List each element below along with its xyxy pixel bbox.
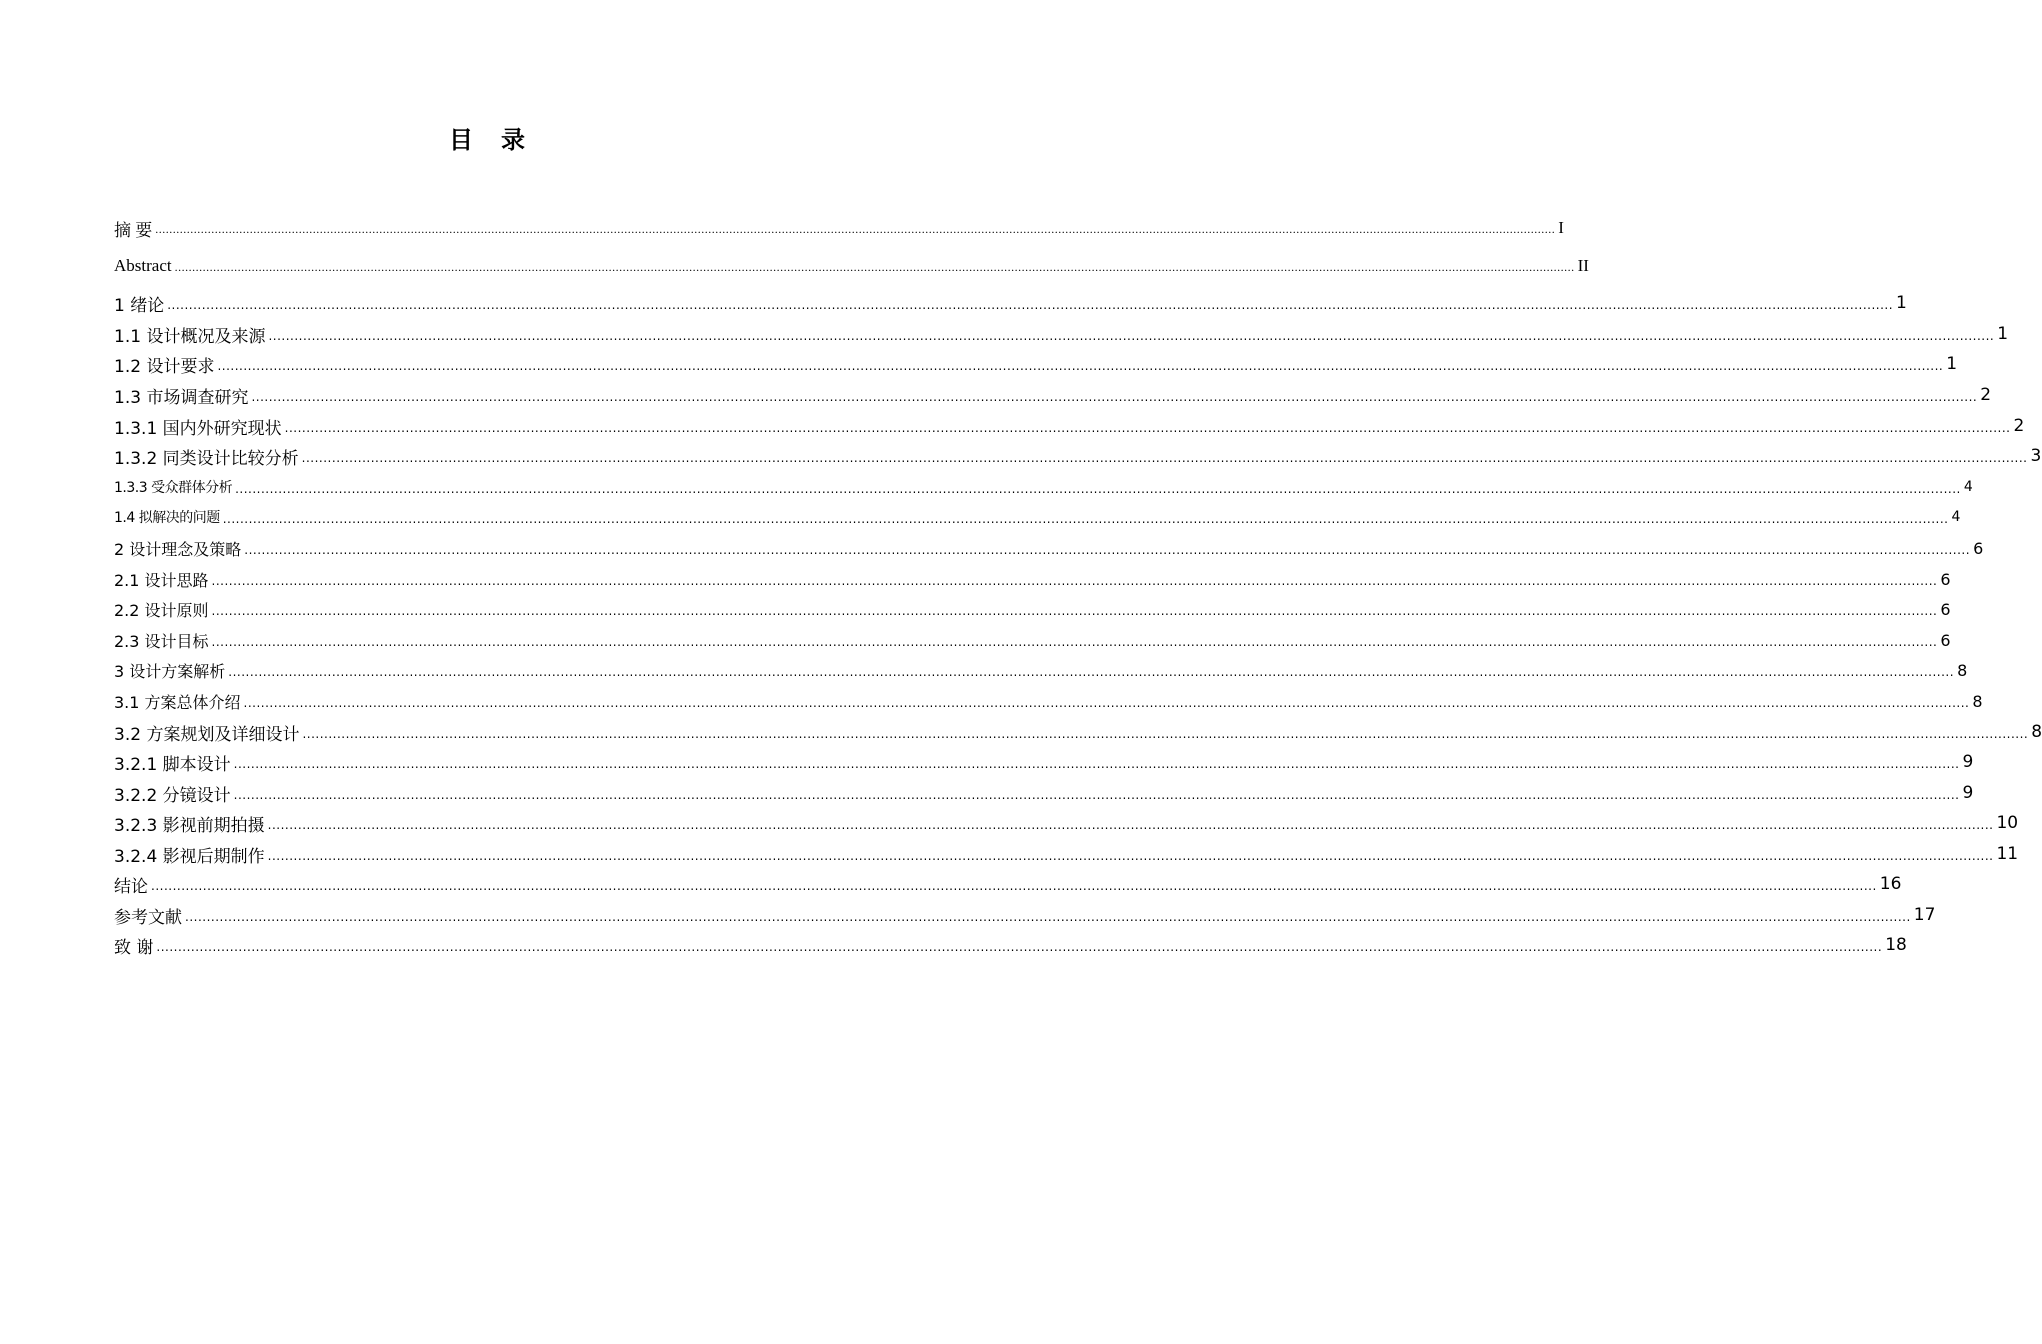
dot-leader: ................................................................................................................................................................................................................................................................................................................................................................................................................ [151,879,1877,893]
toc-entry-page: 8 [1972,691,1983,711]
toc-entry-page: 1 [1946,354,1958,374]
toc-entry-page: 17 [1913,905,1936,925]
dot-leader: ................................................................................................................................................................................................................................................................................................................................................................................................................ [155,222,1556,236]
toc-entry[interactable] [114,655,1968,685]
toc-entry-page: 4 [1963,479,1973,495]
toc-entry[interactable] [114,251,1589,281]
dot-leader: ................................................................................................................................................................................................................................................................................................................................................................................................................ [235,482,1961,496]
toc-entry[interactable] [114,594,1951,624]
dot-leader: ................................................................................................................................................................................................................................................................................................................................................................................................................ [185,910,1911,924]
toc-entry-label: 结论 [114,876,148,897]
toc-entry[interactable] [114,533,1984,563]
dot-leader: ................................................................................................................................................................................................................................................................................................................................................................................................................ [243,696,1970,710]
dot-leader: ................................................................................................................................................................................................................................................................................................................................................................................................................ [222,512,1949,526]
toc-entry-label: 1.3 市场调查研究 [114,387,249,408]
toc-entry[interactable] [114,839,2019,869]
toc-entry-label: 致 谢 [114,937,154,958]
toc-entry-page: 9 [1962,752,1974,772]
toc-entry-label: 2.1 设计思路 [114,570,209,590]
dot-leader: ................................................................................................................................................................................................................................................................................................................................................................................................................ [284,421,2011,435]
dot-leader: ................................................................................................................................................................................................................................................................................................................................................................................................................ [211,574,1938,588]
toc-entry-label: Abstract [114,256,172,275]
toc-entry-page: 10 [1996,813,2019,833]
toc-entry-label: 3.2.3 影视前期拍摄 [114,815,265,836]
toc-entry-page: 6 [1940,630,1951,650]
toc-entry-label: 1.3.2 同类设计比较分析 [114,448,299,469]
toc-entry-label: 3 设计方案解析 [114,661,226,681]
toc-entry-page: 11 [1996,844,2019,864]
toc-entry-page: 8 [2031,722,2042,742]
toc-entry[interactable] [114,930,1907,960]
toc-entry-label: 3.2.2 分镜设计 [114,785,231,806]
toc-entry-label: 3.2.1 脚本设计 [114,754,231,775]
toc-entry[interactable] [114,380,1992,410]
toc-entry-page: 1 [1997,324,2009,344]
dot-leader: ................................................................................................................................................................................................................................................................................................................................................................................................................ [244,543,1971,557]
toc-entry[interactable] [114,808,2019,838]
dot-leader: ................................................................................................................................................................................................................................................................................................................................................................................................................ [211,635,1938,649]
toc-entry-label: 1.3.1 国内外研究现状 [114,418,282,439]
toc-entry-page: I [1558,218,1564,237]
toc-entry-page: 9 [1962,783,1974,803]
toc-entry[interactable] [114,411,2025,441]
toc-entry-label: 3.1 方案总体介绍 [114,692,241,712]
dot-leader: ................................................................................................................................................................................................................................................................................................................................................................................................................ [174,260,1575,274]
dot-leader: ................................................................................................................................................................................................................................................................................................................................................................................................................ [211,604,1938,618]
toc-entry-label: 1.3.3 受众群体分析 [114,480,233,496]
dot-leader: ................................................................................................................................................................................................................................................................................................................................................................................................................ [251,390,1978,404]
toc-entry[interactable] [114,564,1951,594]
toc-entry-page: II [1577,256,1589,275]
page-title: 目 录 [449,126,527,154]
toc-entry-page: 2 [1980,385,1992,405]
toc-entry-label: 2.2 设计原则 [114,600,209,620]
toc-entry[interactable] [114,869,1902,899]
dot-leader: ................................................................................................................................................................................................................................................................................................................................................................................................................ [167,298,1894,312]
toc-entry-label: 3.2 方案规划及详细设计 [114,724,300,745]
toc-entry[interactable] [114,686,1983,716]
toc-entry-page: 8 [1957,660,1968,680]
toc-entry[interactable] [114,288,1907,318]
toc-entry-page: 6 [1940,569,1951,589]
toc-entry-page: 6 [1940,599,1951,619]
dot-leader: ................................................................................................................................................................................................................................................................................................................................................................................................................ [228,665,1955,679]
toc-entry[interactable] [114,319,2009,349]
toc-entry-page: 2 [2013,416,2025,436]
dot-leader: ................................................................................................................................................................................................................................................................................................................................................................................................................ [268,329,1995,343]
dot-leader: ................................................................................................................................................................................................................................................................................................................................................................................................................ [267,818,1994,832]
dot-leader: ................................................................................................................................................................................................................................................................................................................................................................................................................ [156,940,1883,954]
toc-entry-label: 2.3 设计目标 [114,631,209,651]
toc-entry-label: 2 设计理念及策略 [114,539,242,559]
toc-entry[interactable] [114,717,2042,747]
dot-leader: ................................................................................................................................................................................................................................................................................................................................................................................................................ [301,451,2028,465]
toc-entry-page: 1 [1896,293,1907,313]
toc-entry[interactable] [114,349,1958,379]
toc-entry[interactable] [114,472,1973,502]
toc-entry[interactable] [114,213,1564,243]
dot-leader: ................................................................................................................................................................................................................................................................................................................................................................................................................ [233,788,1960,802]
toc-entry-page: 4 [1951,509,1960,525]
toc-entry-label: 3.2.4 影视后期制作 [114,846,265,867]
toc-entry-label: 1.1 设计概况及来源 [114,326,266,347]
toc-entry[interactable] [114,502,1960,532]
toc-entry-page: 3 [2030,446,2042,466]
toc-entry[interactable] [114,625,1951,655]
toc-entry-label: 摘 要 [114,220,153,240]
toc-entry-label: 1.2 设计要求 [114,356,215,377]
dot-leader: ................................................................................................................................................................................................................................................................................................................................................................................................................ [233,757,1960,771]
dot-leader: ................................................................................................................................................................................................................................................................................................................................................................................................................ [267,849,1994,863]
toc-entry-label: 参考文献 [114,907,182,928]
toc-entry-page: 18 [1885,935,1907,955]
toc-entry-label: 1 绪论 [114,295,165,316]
dot-leader: ................................................................................................................................................................................................................................................................................................................................................................................................................ [302,727,2029,741]
toc-entry[interactable] [114,747,1974,777]
toc-entry-page: 16 [1879,874,1902,894]
toc-entry-label: 1.4 拟解决的问题 [114,510,220,526]
toc-entry[interactable] [114,778,1974,808]
dot-leader: ................................................................................................................................................................................................................................................................................................................................................................................................................ [217,359,1944,373]
toc-entry[interactable] [114,441,2042,471]
toc-entry[interactable] [114,900,1936,930]
toc-entry-page: 6 [1973,538,1984,558]
